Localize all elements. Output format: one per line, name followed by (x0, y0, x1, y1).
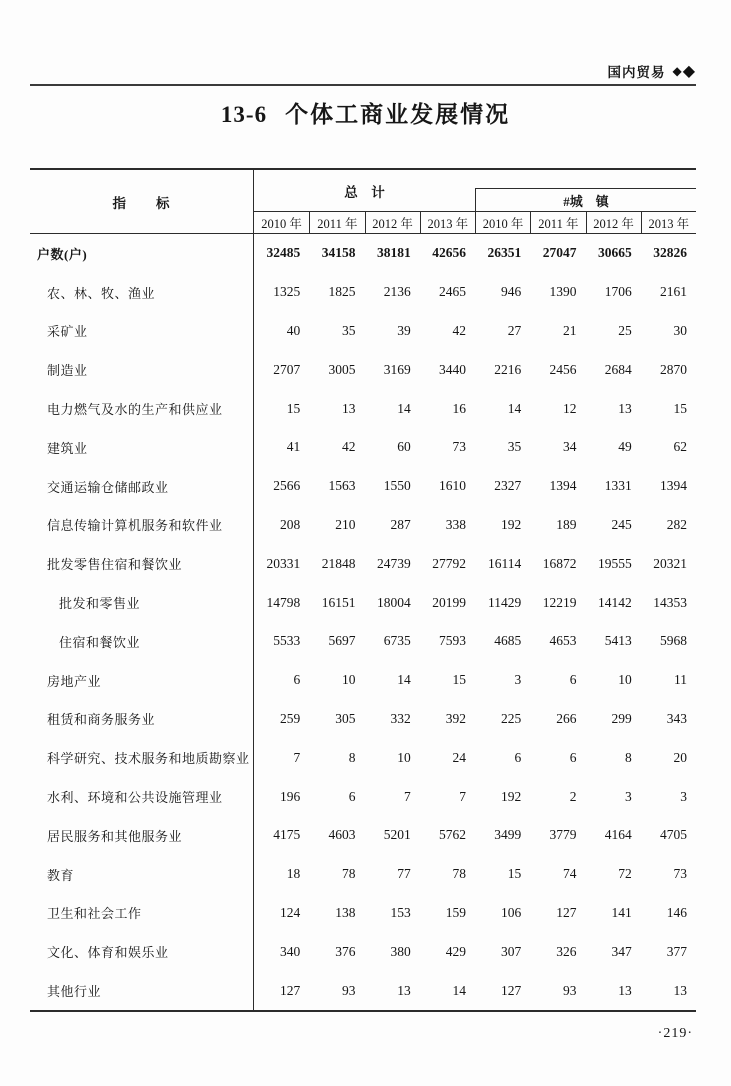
table-row (30, 932, 696, 971)
cell-value: 6 (569, 749, 577, 765)
cell-value: 196 (280, 788, 301, 804)
running-head (607, 61, 695, 81)
cell-value: 159 (445, 904, 466, 920)
cell-value: 6 (514, 749, 522, 765)
cell-value: 73 (452, 439, 466, 455)
cell-value: 307 (501, 943, 522, 959)
cell-value: 93 (563, 982, 577, 998)
cell-value: 6 (569, 672, 577, 688)
cell-value: 20331 (266, 555, 301, 571)
cell-value: 27 (507, 322, 522, 338)
cell-value: 7 (459, 788, 466, 804)
cell-value: 3499 (494, 827, 522, 843)
row-label: 其他行业 (30, 971, 254, 1010)
cell-value: 38181 (377, 245, 411, 261)
row-label: 批发零售住宿和餐饮业 (30, 544, 254, 583)
cell-value: 153 (390, 904, 411, 920)
cell-value: 106 (501, 904, 522, 920)
cell-value: 14142 (598, 594, 632, 610)
table-row (30, 777, 696, 816)
row-label: 户数(户) (30, 234, 254, 273)
cell-value: 11 (674, 672, 687, 688)
row-label: 采矿业 (30, 312, 254, 351)
cell-value: 5201 (383, 827, 411, 843)
row-label: 批发和零售业 (30, 583, 254, 622)
cell-value: 6735 (383, 633, 411, 649)
cell-value: 13 (618, 982, 632, 998)
cell-value: 13 (342, 400, 356, 416)
cell-value: 14 (397, 672, 411, 688)
cell-value: 60 (397, 439, 411, 455)
cell-value: 10 (342, 672, 356, 688)
cell-value: 20321 (653, 555, 687, 571)
table-row (30, 350, 696, 389)
cell-value: 5413 (604, 633, 632, 649)
cell-value: 1706 (604, 284, 632, 300)
table-row (30, 894, 696, 933)
row-label: 文化、体育和娱乐业 (30, 932, 254, 971)
cell-value: 15 (286, 400, 301, 416)
cell-value: 16114 (488, 555, 522, 571)
cell-value: 62 (673, 439, 687, 455)
cell-value: 34 (563, 439, 577, 455)
cell-value: 245 (611, 516, 632, 532)
table-row (30, 855, 696, 894)
cell-value: 15 (507, 866, 522, 882)
cell-value: 27047 (542, 245, 577, 261)
cell-value: 1390 (549, 284, 577, 300)
cell-value: 35 (342, 322, 356, 338)
cell-value: 1550 (383, 478, 411, 494)
cell-value: 2465 (439, 284, 466, 300)
cell-value: 14 (397, 400, 411, 416)
cell-value: 25 (618, 322, 632, 338)
cell-value: 4653 (549, 633, 577, 649)
table-row (30, 467, 696, 506)
cell-value: 2566 (273, 478, 301, 494)
table-row (30, 544, 696, 583)
cell-value: 6 (348, 788, 356, 804)
year-header-urban-2010: 2010 年 (475, 212, 530, 233)
table-row (30, 506, 696, 545)
cell-value: 5968 (660, 633, 687, 649)
cell-value: 42656 (432, 245, 466, 261)
cell-value: 30 (673, 322, 687, 338)
cell-value: 30665 (598, 245, 632, 261)
cell-value: 376 (335, 943, 356, 959)
cell-value: 20199 (432, 594, 466, 610)
cell-value: 77 (397, 866, 411, 882)
cell-value: 2161 (660, 284, 687, 300)
cell-value: 192 (501, 516, 522, 532)
cell-value: 10 (397, 749, 411, 765)
cell-value: 299 (611, 710, 632, 726)
diamond-icons (672, 61, 695, 81)
table-row (30, 622, 696, 661)
row-label: 教育 (30, 855, 254, 894)
cell-value: 32826 (653, 245, 687, 261)
cell-value: 377 (666, 943, 687, 959)
header-rule (30, 84, 696, 86)
cell-value: 3 (680, 788, 687, 804)
cell-value: 1394 (660, 478, 687, 494)
row-label: 卫生和社会工作 (30, 894, 254, 933)
cell-value: 189 (556, 516, 577, 532)
cell-value: 18 (286, 866, 301, 882)
cell-value: 5533 (273, 633, 301, 649)
cell-value: 2684 (604, 361, 632, 377)
cell-value: 26351 (487, 245, 522, 261)
table-row (30, 234, 696, 273)
table-row (30, 971, 696, 1010)
cell-value: 8 (348, 749, 356, 765)
cell-value: 41 (286, 439, 301, 455)
total-group-header: 总 计 (344, 184, 385, 200)
cell-value: 20 (673, 749, 687, 765)
cell-value: 14 (452, 982, 466, 998)
cell-value: 13 (673, 982, 687, 998)
cell-value: 208 (280, 516, 301, 532)
cell-value: 287 (390, 516, 411, 532)
cell-value: 141 (611, 904, 632, 920)
cell-value: 3779 (549, 827, 577, 843)
cell-value: 15 (673, 400, 687, 416)
cell-value: 946 (501, 284, 522, 300)
cell-value: 282 (666, 516, 687, 532)
cell-value: 5697 (328, 633, 356, 649)
urban-group-header: #城 镇 (475, 188, 696, 211)
cell-value: 326 (556, 943, 577, 959)
cell-value: 392 (445, 710, 466, 726)
cell-value: 429 (445, 943, 466, 959)
year-header-urban-2013: 2013 年 (641, 212, 696, 233)
row-label: 居民服务和其他服务业 (30, 816, 254, 855)
table-row (30, 738, 696, 777)
table-row (30, 816, 696, 855)
cell-value: 24739 (377, 555, 411, 571)
cell-value: 4175 (273, 827, 301, 843)
year-header-urban-2011: 2011 年 (530, 212, 585, 233)
cell-value: 14353 (653, 594, 687, 610)
row-label: 科学研究、技术服务和地质勘察业 (30, 738, 254, 777)
cell-value: 13 (618, 400, 632, 416)
cell-value: 11429 (488, 594, 522, 610)
row-label: 房地产业 (30, 661, 254, 700)
cell-value: 4603 (328, 827, 356, 843)
cell-value: 7593 (439, 633, 466, 649)
cell-value: 3440 (439, 361, 466, 377)
table-row (30, 428, 696, 467)
cell-value: 127 (501, 982, 522, 998)
cell-value: 1325 (273, 284, 301, 300)
cell-value: 21848 (321, 555, 356, 571)
cell-value: 127 (556, 904, 577, 920)
cell-value: 16 (452, 400, 466, 416)
cell-value: 146 (666, 904, 687, 920)
row-label: 信息传输计算机服务和软件业 (30, 506, 254, 545)
table-header (30, 170, 696, 234)
cell-value: 74 (563, 866, 577, 882)
cell-value: 347 (611, 943, 632, 959)
cell-value: 12219 (542, 594, 577, 610)
section-label: 国内贸易 (607, 65, 666, 80)
diamond-icon-large: ◆ (682, 63, 695, 80)
cell-value: 3 (514, 672, 522, 688)
statistics-table (30, 168, 696, 1012)
cell-value: 2327 (494, 478, 522, 494)
cell-value: 7 (404, 788, 411, 804)
cell-value: 2456 (549, 361, 577, 377)
cell-value: 2707 (273, 361, 301, 377)
cell-value: 7 (293, 749, 301, 765)
cell-value: 72 (618, 866, 632, 882)
table-row (30, 273, 696, 312)
cell-value: 73 (673, 866, 687, 882)
cell-value: 24 (452, 749, 466, 765)
cell-value: 15 (452, 672, 466, 688)
year-header-total-2011: 2011 年 (309, 212, 364, 233)
cell-value: 39 (397, 322, 411, 338)
cell-value: 343 (666, 710, 687, 726)
cell-value: 2136 (383, 284, 411, 300)
cell-value: 4705 (660, 827, 687, 843)
row-label: 住宿和餐饮业 (30, 622, 254, 661)
cell-value: 27792 (432, 555, 466, 571)
cell-value: 13 (397, 982, 411, 998)
cell-value: 3 (625, 788, 632, 804)
cell-value: 10 (618, 672, 632, 688)
cell-value: 2 (569, 788, 577, 804)
table-title-text: 个体工商业发展情况 (285, 102, 511, 127)
cell-value: 1394 (549, 478, 577, 494)
cell-value: 340 (280, 943, 301, 959)
cell-value: 192 (501, 788, 522, 804)
cell-value: 138 (335, 904, 356, 920)
row-label: 制造业 (30, 350, 254, 389)
diamond-icon-small: ◆ (672, 64, 682, 78)
cell-value: 14798 (266, 594, 301, 610)
table-row (30, 661, 696, 700)
cell-value: 1610 (439, 478, 466, 494)
row-label: 农、林、牧、渔业 (30, 273, 254, 312)
cell-value: 40 (286, 322, 301, 338)
cell-value: 1825 (328, 284, 356, 300)
cell-value: 1331 (604, 478, 632, 494)
table-number: 13-6 (220, 102, 268, 127)
page-number: ·219· (657, 1026, 693, 1041)
cell-value: 78 (342, 866, 356, 882)
cell-value: 19555 (598, 555, 632, 571)
year-header-urban-2012: 2012 年 (586, 212, 641, 233)
cell-value: 49 (618, 439, 632, 455)
cell-value: 332 (390, 710, 411, 726)
cell-value: 6 (293, 672, 301, 688)
cell-value: 21 (563, 322, 577, 338)
cell-value: 4164 (604, 827, 632, 843)
cell-value: 1563 (328, 478, 356, 494)
cell-value: 210 (335, 516, 356, 532)
cell-value: 259 (280, 710, 301, 726)
cell-value: 124 (280, 904, 301, 920)
cell-value: 225 (501, 710, 522, 726)
cell-value: 42 (342, 439, 356, 455)
year-header-total-2010: 2010 年 (261, 216, 302, 231)
cell-value: 8 (625, 749, 632, 765)
row-label: 电力燃气及水的生产和供应业 (30, 389, 254, 428)
year-header-total-2012: 2012 年 (365, 212, 420, 233)
row-label: 租赁和商务服务业 (30, 700, 254, 739)
cell-value: 2870 (660, 361, 687, 377)
cell-value: 305 (335, 710, 356, 726)
table-row (30, 389, 696, 428)
cell-value: 380 (390, 943, 411, 959)
cell-value: 266 (556, 710, 577, 726)
cell-value: 4685 (494, 633, 522, 649)
cell-value: 2216 (494, 361, 522, 377)
cell-value: 127 (280, 982, 301, 998)
cell-value: 5762 (439, 827, 466, 843)
table-row (30, 312, 696, 351)
cell-value: 338 (445, 516, 466, 532)
page-title (0, 99, 731, 131)
cell-value: 35 (507, 439, 522, 455)
cell-value: 42 (452, 322, 466, 338)
cell-value: 3005 (328, 361, 356, 377)
cell-value: 3169 (383, 361, 411, 377)
indicator-column-header: 指 标 (30, 170, 254, 233)
cell-value: 16151 (321, 594, 356, 610)
row-label: 水利、环境和公共设施管理业 (30, 777, 254, 816)
cell-value: 32485 (266, 245, 301, 261)
year-header-row (254, 211, 696, 233)
cell-value: 93 (342, 982, 356, 998)
table-body (30, 234, 696, 1010)
cell-value: 16872 (542, 555, 577, 571)
row-label: 交通运输仓储邮政业 (30, 467, 254, 506)
cell-value: 18004 (377, 594, 411, 610)
cell-value: 34158 (321, 245, 356, 261)
table-row (30, 700, 696, 739)
table-row (30, 583, 696, 622)
row-label: 建筑业 (30, 428, 254, 467)
year-header-total-2013: 2013 年 (420, 212, 475, 233)
cell-value: 12 (563, 400, 577, 416)
cell-value: 78 (452, 866, 466, 882)
cell-value: 14 (507, 400, 522, 416)
